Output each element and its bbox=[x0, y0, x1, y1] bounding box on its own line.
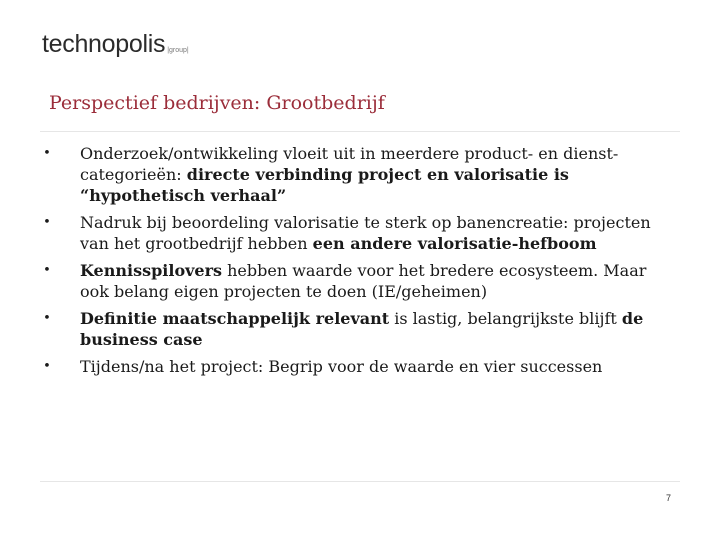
bullet-marker: • bbox=[43, 263, 51, 278]
company-logo bbox=[42, 30, 189, 59]
slide-title: Perspectief bedrijven: Grootbedrijf bbox=[49, 92, 385, 114]
logo-wordmark: technopolis bbox=[42, 30, 166, 58]
bullet-text: is lastig, belangrijkste blijft bbox=[389, 309, 622, 328]
bullet-marker: • bbox=[43, 311, 51, 326]
footer-divider bbox=[40, 481, 680, 482]
bullet-marker: • bbox=[43, 359, 51, 374]
bullet-text: Onderzoek/ontwikkeling vloeit uit in meerdere product- en dienst-categorieën: bbox=[80, 144, 619, 184]
bullet-text: Tijdens/na het project: Begrip voor de waarde en vier successen bbox=[80, 357, 603, 376]
bullet-item bbox=[40, 260, 680, 302]
bullet-item bbox=[40, 308, 680, 350]
bullet-text: Nadruk bij beoordeling valorisatie te sterk op banencreatie: projecten van het grootbedrijf hebben bbox=[80, 213, 651, 253]
bullet-emphasis: de business case bbox=[80, 309, 644, 349]
bullet-item bbox=[40, 356, 680, 377]
logo-group-tag: |group| bbox=[167, 47, 189, 54]
bullet-emphasis: directe verbinding project en valorisatie is “hypothetisch verhaal” bbox=[80, 165, 569, 205]
page-number: 7 bbox=[666, 493, 672, 503]
bullet-emphasis: Kennisspilovers bbox=[80, 261, 223, 280]
bullet-list bbox=[40, 143, 680, 383]
bullet-emphasis: Definitie maatschappelijk relevant bbox=[80, 309, 390, 328]
bullet-emphasis: een andere valorisatie-hefboom bbox=[312, 234, 597, 253]
bullet-marker: • bbox=[43, 146, 51, 161]
bullet-marker: • bbox=[43, 215, 51, 230]
bullet-item bbox=[40, 212, 680, 254]
title-divider bbox=[40, 131, 680, 132]
bullet-text: hebben waarde voor het bredere ecosysteem. Maar ook belang eigen projecten te doen (IE/geheimen) bbox=[80, 261, 647, 301]
bullet-item bbox=[40, 143, 680, 206]
